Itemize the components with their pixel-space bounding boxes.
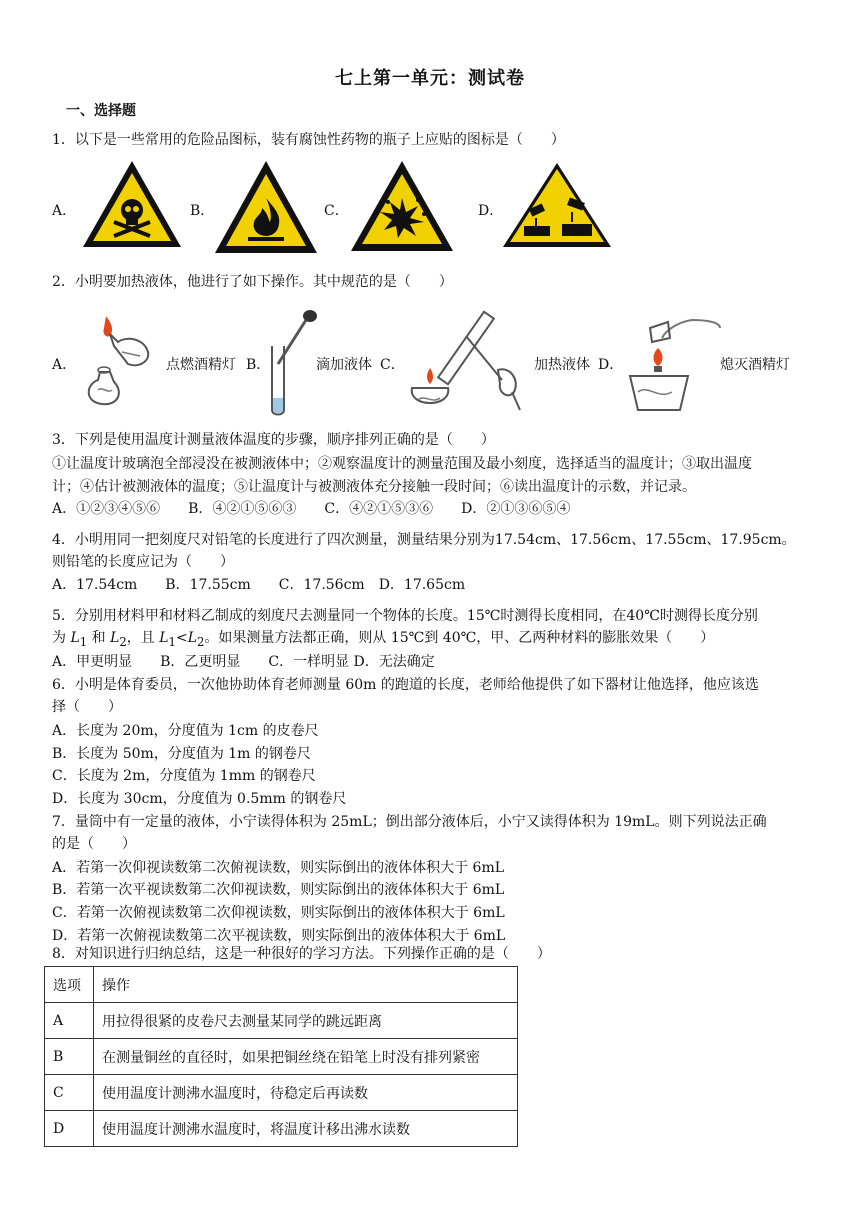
table-cell-option: B (45, 1039, 94, 1075)
q2-option-d-label: D． (598, 357, 624, 373)
q1-option-b-label: B． (190, 203, 215, 219)
q8-stem: 8．对知识进行归纳总结，这是一种很好的学习方法。下列操作正确的是（ ） (52, 946, 551, 962)
q7-option-d: D．若第一次俯视读数第二次平视读数，则实际倒出的液体体积大于 6mL (52, 928, 506, 944)
q8-options-table (44, 966, 518, 1147)
table-cell-operation: 在测量铜丝的直径时，如果把铜丝绕在铅笔上时没有排列紧密 (94, 1039, 518, 1075)
table-cell-option: A (45, 1003, 94, 1039)
q7-option-a: A．若第一次仰视读数第二次俯视读数，则实际倒出的液体体积大于 6mL (52, 860, 505, 876)
table-header-row (45, 967, 518, 1003)
q4-stem-line1: 4．小明用同一把刻度尺对铅笔的长度进行了四次测量，测量结果分别为17.54cm、17.56cm、17.55cm、17.95cm。 (52, 532, 796, 548)
q1-option-d-label: D． (478, 203, 504, 219)
table-header-operation: 操作 (94, 967, 518, 1003)
table-row[interactable] (45, 1111, 518, 1147)
q2-option-a-label: A． (52, 357, 77, 373)
q6-stem-line2: 择（ ） (52, 699, 122, 715)
q7-stem-line1: 7．量筒中有一定量的液体，小宁读得体积为 25mL；倒出部分液体后，小宁又读得体积为 19mL。则下列说法正确 (52, 814, 767, 830)
dropper-test-tube-image[interactable] (262, 306, 324, 418)
q2-caption-c: 加热液体 (534, 357, 590, 373)
table-row[interactable] (45, 1003, 518, 1039)
q5-stem-line2: 为 $L_1$ 和 $L_2$，且 $L_1<L_2$。如果测量方法都正确，则从 15℃到 40℃，甲、乙两种材料的膨胀效果（ ） (52, 630, 715, 649)
q2-caption-b: 滴加液体 (316, 357, 372, 373)
q2-caption-a: 点燃酒精灯 (166, 357, 236, 373)
q3-options: A．①②③④⑤⑥ B．④②①⑤⑥③ C．④②①⑤③⑥ D．②①③⑥⑤④ (52, 501, 571, 517)
q4-stem-line2: 则铅笔的长度应记为（ ） (52, 554, 234, 570)
table-cell-option: D (45, 1111, 94, 1147)
q6-option-b: B．长度为 50m，分度值为 1m 的钢卷尺 (52, 746, 311, 762)
q7-stem-line2: 的是（ ） (52, 836, 136, 852)
q1-stem: 1．以下是一些常用的危险品图标，装有腐蚀性药物的瓶子上应贴的图标是（ ） (52, 132, 565, 148)
table-row[interactable] (45, 1039, 518, 1075)
q3-steps-line1: ①让温度计玻璃泡全部浸没在被测液体中；②观察温度计的测量范围及最小刻度，选择适当的温度计；③取出温度 (52, 456, 752, 472)
q2-option-c-label: C． (380, 357, 405, 373)
table-cell-option: C (45, 1075, 94, 1111)
explosive-icon[interactable] (348, 158, 456, 254)
q7-option-c: C．若第一次俯视读数第二次仰视读数，则实际倒出的液体体积大于 6mL (52, 905, 505, 921)
q2-option-b-label: B． (246, 357, 271, 373)
q6-option-a: A．长度为 20m，分度值为 1cm 的皮卷尺 (52, 723, 319, 739)
q7-option-b: B．若第一次平视读数第二次仰视读数，则实际倒出的液体体积大于 6mL (52, 882, 505, 898)
q2-caption-d: 熄灭酒精灯 (720, 357, 790, 373)
q1-option-c-label: C． (324, 203, 349, 219)
q6-stem-line1: 6．小明是体育委员，一次他协助体育老师测量 60m 的跑道的长度，老师给他提供了如下器材让他选择，他应该选 (52, 677, 759, 693)
q6-option-d: D．长度为 30cm，分度值为 0.5mm 的钢卷尺 (52, 791, 347, 807)
toxic-skull-icon[interactable] (80, 158, 184, 250)
corrosive-icon[interactable] (500, 160, 614, 250)
table-cell-operation: 用拉得很紧的皮卷尺去测量某同学的跳远距离 (94, 1003, 518, 1039)
section-heading: 一、选择题 (66, 103, 136, 119)
q1-option-a-label: A． (52, 203, 77, 219)
page-title: 七上第一单元：测试卷 (335, 68, 525, 89)
table-header-option: 选项 (45, 967, 94, 1003)
extinguishing-alcohol-lamp-image[interactable] (622, 308, 722, 416)
q4-options: A．17.54cm B．17.55cm C．17.56cm D．17.65cm (52, 577, 466, 593)
q3-stem: 3．下列是使用温度计测量液体温度的步骤，顺序排列正确的是（ ） (52, 432, 495, 448)
flammable-icon[interactable] (212, 158, 320, 256)
q3-steps-line2: 计；④估计被测液体的温度；⑤让温度计与被测液体充分接触一段时间；⑥读出温度计的示数，并记录。 (52, 479, 696, 495)
q5-options: A．甲更明显 B．乙更明显 C．一样明显 D．无法确定 (52, 654, 435, 670)
heating-liquid-image[interactable] (402, 300, 528, 416)
table-cell-operation: 使用温度计测沸水温度时，待稳定后再读数 (94, 1075, 518, 1111)
q2-stem: 2．小明要加热液体，他进行了如下操作。其中规范的是（ ） (52, 274, 453, 290)
lighting-alcohol-lamp-image[interactable] (78, 312, 168, 408)
table-cell-operation: 使用温度计测沸水温度时，将温度计移出沸水读数 (94, 1111, 518, 1147)
q5-stem-line1: 5．分别用材料甲和材料乙制成的刻度尺去测量同一个物体的长度。15℃时测得长度相同，在40℃时测得长度分别 (52, 608, 758, 624)
table-row[interactable] (45, 1075, 518, 1111)
q6-option-c: C．长度为 2m，分度值为 1mm 的钢卷尺 (52, 768, 316, 784)
